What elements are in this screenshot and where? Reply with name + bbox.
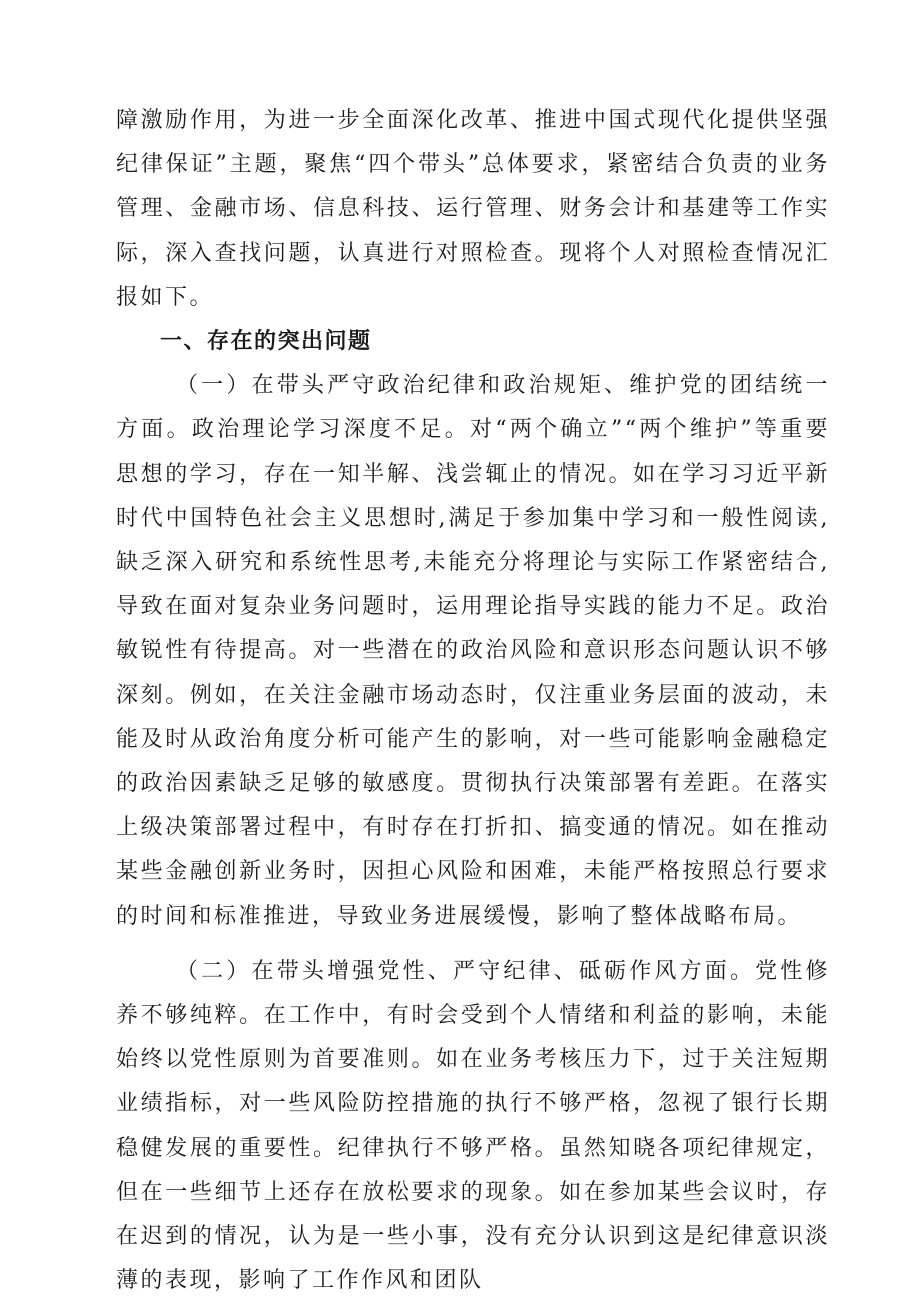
- point-two-paragraph: （二）在带头增强党性、严守纪律、砥砺作风方面。党性修养不够纯粹。在工作中，有时会受到个人情绪和利益的影响，未能始终以党性原则为首要准则。如在业务考核压力下，过于关注短期业绩指标，对一些风险防控措施的执行不够严格，忽视了银行长期稳健发展的重要性。纪律执行不够严格。虽然知晓各项纪律规定，但在一些细节上还存在放松要求的现象。如在参加某些会议时，存在迟到的情况，认为是一些小事，没有充分认识到这是纪律意识淡薄的表现，影响了工作作风和团队: [116, 958, 830, 1294]
- intro-paragraph: 障激励作用，为进一步全面深化改革、推进中国式现代化提供坚强纪律保证”主题，聚焦“四个带头”总体要求，紧密结合负责的业务管理、金融市场、信息科技、运行管理、财务会计和基建等工作实际，深入查找问题，认真进行对照检查。现将个人对照检查情况汇报如下。: [116, 108, 830, 310]
- document-body: [116, 99, 830, 1303]
- point-one-paragraph: （一）在带头严守政治纪律和政治规矩、维护党的团结统一方面。政治理论学习深度不足。对“两个确立”“两个维护”等重要思想的学习，存在一知半解、浅尝辄止的情况。如在学习习近平新时代中国特色社会主义思想时,满足于参加集中学习和一般性阅读,缺乏深入研究和系统性思考,未能充分将理论与实际工作紧密结合,导致在面对复杂业务问题时，运用理论指导实践的能力不足。政治敏锐性有待提高。对一些潜在的政治风险和意识形态问题认识不够深刻。例如，在关注金融市场动态时，仅注重业务层面的波动，未能及时从政治角度分析可能产生的影响，对一些可能影响金融稳定的政治因素缺乏足够的敏感度。贯彻执行决策部署有差距。在落实上级决策部署过程中，有时存在打折扣、搞变通的情况。如在推动某些金融创新业务时，因担心风险和困难，未能严格按照总行要求的时间和标准推进，导致业务进展缓慢，影响了整体战略布局。: [116, 373, 830, 929]
- section-heading: 一、存在的突出问题: [160, 329, 372, 355]
